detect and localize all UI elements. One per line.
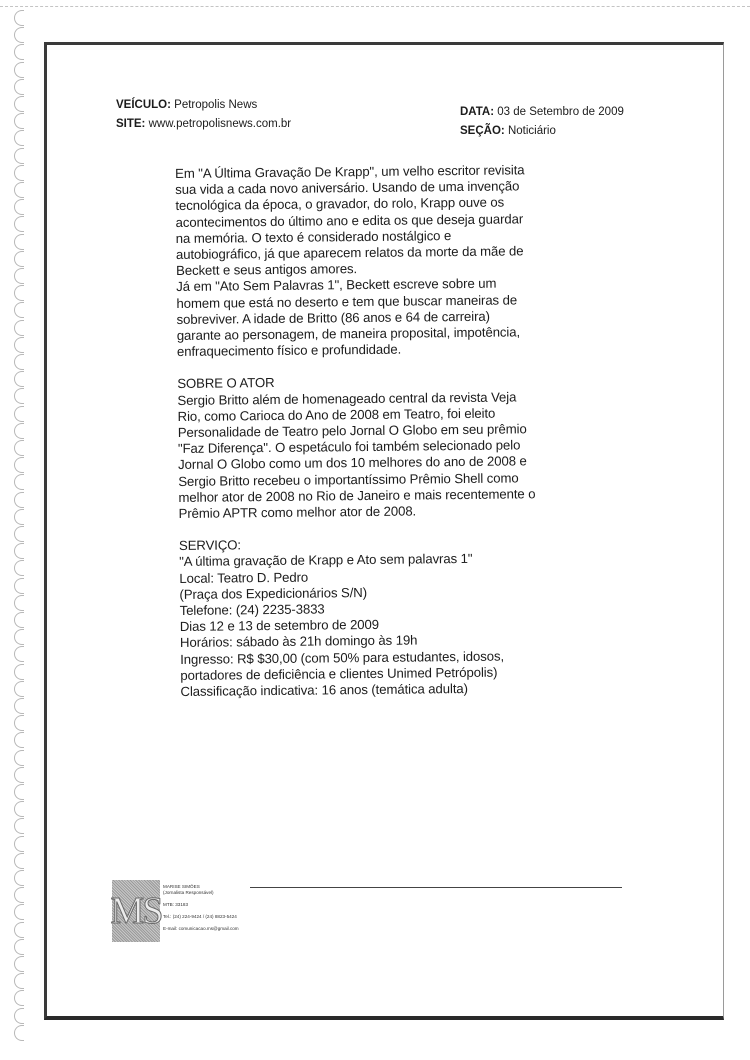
punch-hole: [14, 732, 24, 748]
punch-hole: [14, 1025, 24, 1041]
punch-hole: [14, 251, 24, 267]
punch-hole: [14, 457, 24, 473]
logo-text: MS: [110, 890, 162, 932]
punch-hole: [14, 113, 24, 129]
punch-hole: [14, 560, 24, 576]
text-line: acontecimentos do último ano e edita os que deseja guardar: [175, 210, 524, 230]
text-line: Jornal O Globo como um dos 10 melhores do ano de 2008 e: [178, 453, 527, 473]
article-body: [175, 162, 606, 701]
text-line: na memória. O texto é considerado nostálgico e: [175, 227, 452, 246]
text-line: Dias 12 e 13 de setembro de 2009: [179, 617, 380, 635]
secao-value: Noticiário: [507, 125, 556, 137]
punch-hole: [14, 578, 24, 594]
punch-hole: [14, 302, 24, 318]
veiculo-label: VEÍCULO:: [116, 99, 171, 111]
punch-hole: [14, 1008, 24, 1024]
punch-hole: [14, 182, 24, 198]
punch-hole: [14, 646, 24, 662]
servico-section: [179, 534, 606, 700]
punch-hole: [14, 973, 24, 989]
punch-hole: [14, 904, 24, 920]
punch-hole: [14, 922, 24, 938]
punch-hole: [14, 836, 24, 852]
text-line: "Faz Diferença". O espetáculo foi também selecionado pelo: [177, 437, 521, 457]
punch-hole: [14, 234, 24, 250]
text-line: Horários: sábado às 21h domingo às 19h: [179, 632, 418, 651]
text-line: Rio, como Carioca do Ano de 2008 em Teatro, foi eleito: [177, 405, 496, 424]
sobre-heading: SOBRE O ATOR: [177, 375, 275, 392]
punch-hole: [14, 818, 24, 834]
punch-hole: [14, 870, 24, 886]
scan-edge: [0, 6, 750, 11]
punch-hole: [14, 62, 24, 78]
punch-hole: [14, 543, 24, 559]
punch-hole: [14, 939, 24, 955]
secao-label: SEÇÃO:: [460, 125, 505, 137]
ms-logo: [112, 880, 160, 942]
punch-hole: [14, 767, 24, 783]
punch-hole: [14, 337, 24, 353]
binder-punch-holes: [14, 10, 28, 1050]
punch-hole: [14, 216, 24, 232]
punch-hole: [14, 27, 24, 43]
footer-contact: [163, 884, 323, 932]
text-line: Prêmio APTR como melhor ator de 2008.: [178, 503, 417, 522]
punch-hole: [14, 990, 24, 1006]
footer-role: (Jornalista Responsável): [163, 890, 214, 895]
punch-hole: [14, 715, 24, 731]
punch-hole: [14, 371, 24, 387]
punch-hole: [14, 801, 24, 817]
punch-hole: [14, 148, 24, 164]
punch-hole: [14, 681, 24, 697]
punch-hole: [14, 509, 24, 525]
text-line: Em "A Última Gravação De Krapp", um velho escritor revisita: [175, 162, 525, 181]
punch-hole: [14, 10, 24, 26]
data-row: [460, 103, 624, 122]
punch-hole: [14, 388, 24, 404]
footer-email: E-mail: comunicacao.ms@gmail.com: [163, 926, 239, 931]
punch-hole: [14, 199, 24, 215]
sobre-section: [177, 372, 604, 522]
punch-hole: [14, 853, 24, 869]
punch-hole: [14, 440, 24, 456]
text-line: portadores de deficiência e clientes Unimed Petrópolis): [180, 664, 498, 683]
data-value: 03 de Setembro de 2009: [497, 106, 624, 118]
punch-hole: [14, 423, 24, 439]
text-line: sua vida a cada novo aniversário. Usando de uma invenção: [175, 178, 520, 198]
punch-hole: [14, 612, 24, 628]
text-line: garante ao personagem, de maneira proposital, impotência,: [176, 324, 521, 344]
header-left: [116, 96, 291, 134]
punch-hole: [14, 887, 24, 903]
punch-hole: [14, 474, 24, 490]
site-label: SITE:: [116, 118, 146, 130]
punch-hole: [14, 44, 24, 60]
data-label: DATA:: [460, 106, 495, 118]
site-row: [116, 115, 291, 134]
text-line: Sergio Britto recebeu o importantíssimo Prêmio Shell como: [178, 470, 519, 489]
text-line: Já em "Ato Sem Palavras 1", Beckett escreve sobre um: [176, 276, 497, 295]
punch-hole: [14, 79, 24, 95]
punch-hole: [14, 956, 24, 972]
punch-hole: [14, 750, 24, 766]
site-value: www.petropolisnews.com.br: [148, 118, 292, 130]
text-line: autobiográfico, já que aparecem relatos da morte da mãe de: [175, 243, 524, 263]
text-line: sobreviver. A idade de Britto (86 anos e 64 de carreira): [176, 308, 490, 327]
text-line: Beckett e seus antigos amores.: [176, 261, 358, 279]
text-line: "A última gravação de Krapp e Ato sem palavras 1": [179, 551, 473, 570]
text-line: homem que está no deserto e tem que buscar maneiras de: [176, 292, 518, 311]
punch-hole: [14, 629, 24, 645]
text-line: Ingresso: R$ $30,00 (com 50% para estudantes, idosos,: [180, 648, 505, 667]
text-line: Classificação indicativa: 16 anos (temática adulta): [180, 681, 468, 700]
servico-heading: SERVIÇO:: [178, 537, 242, 554]
punch-hole: [14, 526, 24, 542]
punch-hole: [14, 492, 24, 508]
punch-hole: [14, 698, 24, 714]
footer-mtb: MTB: 33183: [163, 902, 189, 907]
text-line: melhor ator de 2008 no Rio de Janeiro e mais recentemente o: [178, 486, 536, 505]
footer-phone: Tel.: (24) 224-9424 / (24) 8823-5424: [163, 914, 237, 919]
punch-hole: [14, 595, 24, 611]
veiculo-value: Petropolis News: [174, 99, 258, 111]
punch-hole: [14, 320, 24, 336]
punch-hole: [14, 130, 24, 146]
text-line: tecnológica da época, o gravador, do rolo, Krapp ouve os: [175, 194, 505, 214]
secao-row: [460, 122, 624, 141]
punch-hole: [14, 285, 24, 301]
text-line: Local: Teatro D. Pedro: [179, 569, 309, 586]
punch-hole: [14, 784, 24, 800]
text-line: enfraquecimento físico e profundidade.: [176, 341, 402, 360]
veiculo-row: [116, 96, 291, 115]
header-right: [460, 103, 624, 141]
footer-name: MARISE SIMÕES: [163, 884, 200, 889]
text-line: Personalidade de Teatro pelo Jornal O Globo em seu prêmio: [177, 421, 527, 441]
text-line: (Praça dos Expedicionários S/N): [179, 584, 368, 602]
paragraph-1: [175, 162, 601, 280]
text-line: Telefone: (24) 2235-3833: [179, 601, 325, 619]
punch-hole: [14, 664, 24, 680]
punch-hole: [14, 96, 24, 112]
paragraph-2: [176, 275, 602, 360]
text-line: Sergio Britto além de homenageado central da revista Veja: [177, 389, 517, 408]
punch-hole: [14, 268, 24, 284]
punch-hole: [14, 406, 24, 422]
punch-hole: [14, 354, 24, 370]
punch-hole: [14, 165, 24, 181]
